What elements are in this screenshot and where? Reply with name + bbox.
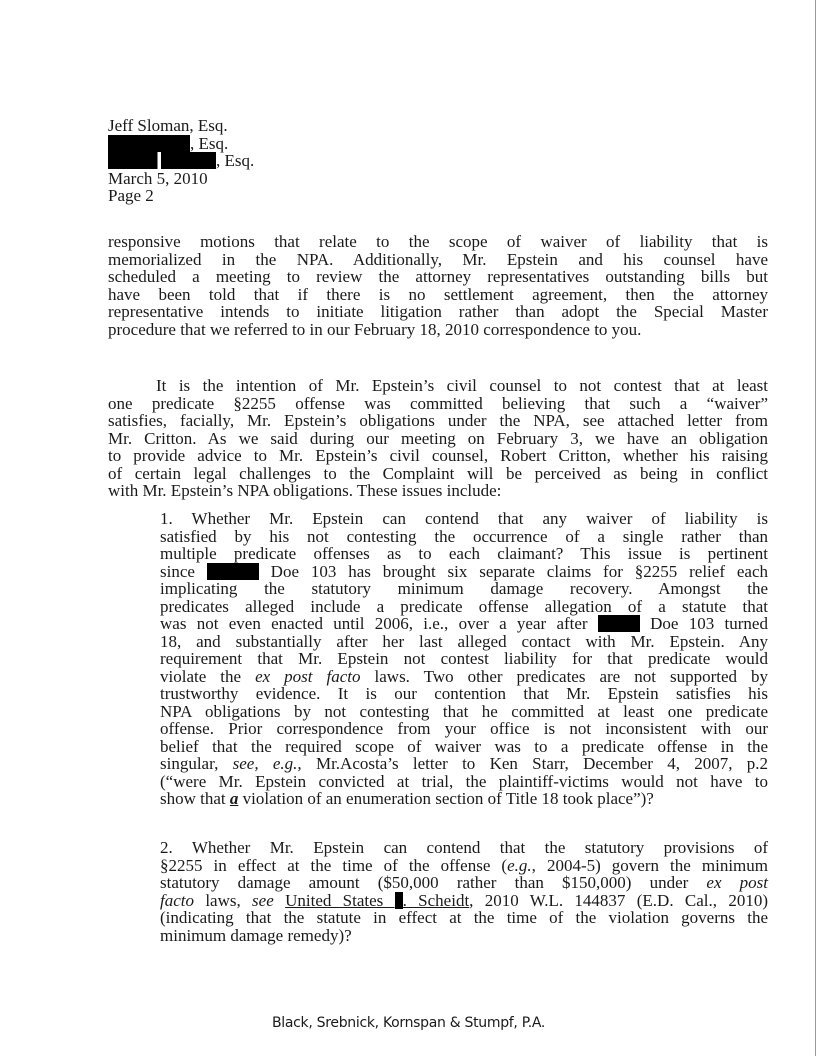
text-line: [160, 510, 768, 528]
text-line: [160, 563, 768, 581]
text-segment: requirement that Mr. Epstein not contest liability for that predicate would: [160, 649, 768, 668]
text-line: [108, 395, 768, 413]
redaction: [108, 152, 216, 169]
text-line: [160, 874, 768, 892]
text-line: [108, 377, 768, 395]
text-segment: implicating the statutory minimum damage recovery. Amongst the: [160, 579, 768, 598]
text-segment: Mr.Acosta’s letter to Ken Starr, December 4, 2007, p.2: [301, 754, 768, 773]
text-segment: laws. Two other predicates are not supported by: [360, 666, 769, 686]
text-line: [108, 251, 768, 269]
text-segment: , 2010 W.L. 144837 (E.D. Cal., 2010): [469, 890, 768, 910]
text-line: [160, 927, 768, 945]
text-line: [160, 738, 768, 756]
text-segment: memorialized in the NPA. Additionally, Mr. Epstein and his counsel have: [108, 249, 768, 269]
text-segment: Doe 103 has brought six separate claims for §2255 relief each: [258, 561, 768, 581]
text-line: [160, 909, 768, 927]
text-segment: Mr. Critton. As we said during our meeting on February 3, we have an obligation: [108, 428, 768, 448]
text-segment: statutory damage amount ($50,000 rather than $150,000) under: [160, 873, 707, 892]
text-line: [108, 430, 768, 448]
text-line: [160, 580, 768, 598]
text-segment: 2. Whether Mr. Epstein can contend that the statutory provisions of: [160, 838, 768, 857]
text-line: [160, 892, 768, 910]
text-segment: offense. Prior correspondence from your office is not inconsistent with our: [160, 719, 768, 738]
text-segment: since: [160, 561, 207, 581]
redaction: [108, 135, 190, 152]
recipient-2: , Esq.: [108, 135, 408, 153]
firm-footer: Black, Srebnick, Kornspan & Stumpf, P.A.: [271, 1015, 546, 1031]
text-line: [160, 720, 768, 738]
text-line: [160, 633, 768, 651]
text-segment: satisfied by his not contesting the occurrence of a single rather than: [160, 526, 768, 546]
text-segment: , 2004-5) govern the minimum: [531, 855, 768, 875]
list-item-2: [160, 839, 768, 944]
text-segment: show that: [160, 789, 230, 808]
text-segment: violate the: [160, 666, 256, 686]
text-segment: belief that the required scope of waiver was to a predicate offense in the: [160, 736, 768, 756]
emphasis-text: ex post facto: [255, 666, 361, 686]
page-number: Page 2: [108, 186, 154, 205]
citation-text: . Scheidt: [402, 890, 470, 910]
redaction: [395, 892, 403, 909]
text-line: [108, 303, 768, 321]
citation-text: United States: [285, 890, 395, 910]
text-line: [108, 233, 768, 251]
text-line: [160, 703, 768, 721]
recipient-3: , Esq.: [108, 152, 408, 170]
text-segment: singular,: [160, 754, 233, 773]
text-segment: (“were Mr. Epstein convicted at trial, the plaintiff-victims would not have to: [160, 771, 768, 791]
text-line: [108, 268, 768, 286]
text-segment: 1. Whether Mr. Epstein can contend that any waiver of liability is: [160, 509, 768, 528]
paragraph-2: [108, 377, 768, 500]
text-line: [160, 528, 768, 546]
paragraph-1: [108, 233, 768, 338]
list-item-1: [160, 510, 768, 808]
text-line: [108, 465, 768, 483]
text-line: [160, 598, 768, 616]
emphasis-text: ex post: [706, 873, 768, 892]
text-segment: was not even enacted until 2006, i.e., over a year after: [160, 614, 598, 633]
text-line: [160, 790, 768, 808]
text-segment: responsive motions that relate to the scope of waiver of liability that is: [108, 232, 768, 251]
recipient-1: Jeff Sloman, Esq.: [108, 116, 228, 135]
text-segment: procedure that we referred to in our February 18, 2010 correspondence to you.: [108, 319, 642, 339]
emphasis-text: facto: [160, 890, 194, 910]
text-segment: one predicate §2255 offense was committed believing that such a “waiver”: [108, 393, 768, 413]
text-segment: violation of an enumeration section of Title 18 took place”)?: [238, 789, 654, 808]
emphasis-text: e.g.: [507, 855, 532, 875]
text-line: [160, 545, 768, 563]
redaction: [207, 563, 259, 580]
text-segment: NPA obligations by not contesting that he committed at least one predicate: [160, 701, 768, 721]
emphasis-text: a: [229, 789, 239, 808]
text-line: [160, 755, 768, 773]
text-segment: of certain legal challenges to the Complaint will be perceived as being in conflict: [108, 463, 768, 483]
page-edge: [815, 0, 816, 1056]
text-segment: representative intends to initiate litigation rather than adopt the Special Master: [108, 302, 768, 321]
text-line: [108, 447, 768, 465]
text-segment: 18, and substantially after her last alleged contact with Mr. Epstein. Any: [160, 631, 768, 651]
emphasis-text: see, e.g.,: [232, 754, 302, 773]
text-segment: Doe 103 turned: [639, 614, 768, 633]
text-segment: minimum damage remedy)?: [160, 925, 352, 945]
text-segment: trustworthy evidence. It is our contention that Mr. Epstein satisfies his: [160, 684, 768, 703]
text-line: [108, 286, 768, 304]
text-segment: with Mr. Epstein’s NPA obligations. These issues include:: [108, 481, 502, 500]
redaction: [598, 615, 640, 632]
text-line: [160, 685, 768, 703]
text-segment: [274, 891, 285, 910]
text-line: [160, 839, 768, 857]
letter-date: March 5, 2010: [108, 168, 208, 188]
text-line: [160, 615, 768, 633]
text-segment: laws,: [194, 890, 253, 910]
text-segment: It is the intention of Mr. Epstein’s civil counsel to not contest that at least: [156, 376, 768, 395]
text-line: [108, 412, 768, 430]
text-segment: satisfies, facially, Mr. Epstein’s obligations under the NPA, see attached letter from: [108, 411, 768, 430]
text-line: [160, 650, 768, 668]
text-segment: have been told that if there is no settlement agreement, then the attorney: [108, 284, 768, 304]
emphasis-text: see: [252, 890, 274, 910]
text-segment: to provide advice to Mr. Epstein’s civil counsel, Robert Critton, whether his raising: [108, 446, 768, 465]
text-segment: (indicating that the statute in effect at the time of the violation governs the: [160, 908, 768, 927]
text-line: [108, 321, 768, 339]
letter-header: [108, 117, 408, 205]
text-segment: §2255 in effect at the time of the offense (: [160, 855, 508, 875]
text-segment: scheduled a meeting to review the attorney representatives outstanding bills but: [108, 267, 768, 286]
text-line: [160, 668, 768, 686]
text-line: [160, 857, 768, 875]
text-segment: multiple predicate offenses as to each claimant? This issue is pertinent: [160, 544, 768, 563]
text-line: [108, 482, 768, 500]
text-line: [160, 773, 768, 791]
text-segment: predicates alleged include a predicate offense allegation of a statute that: [160, 596, 768, 616]
